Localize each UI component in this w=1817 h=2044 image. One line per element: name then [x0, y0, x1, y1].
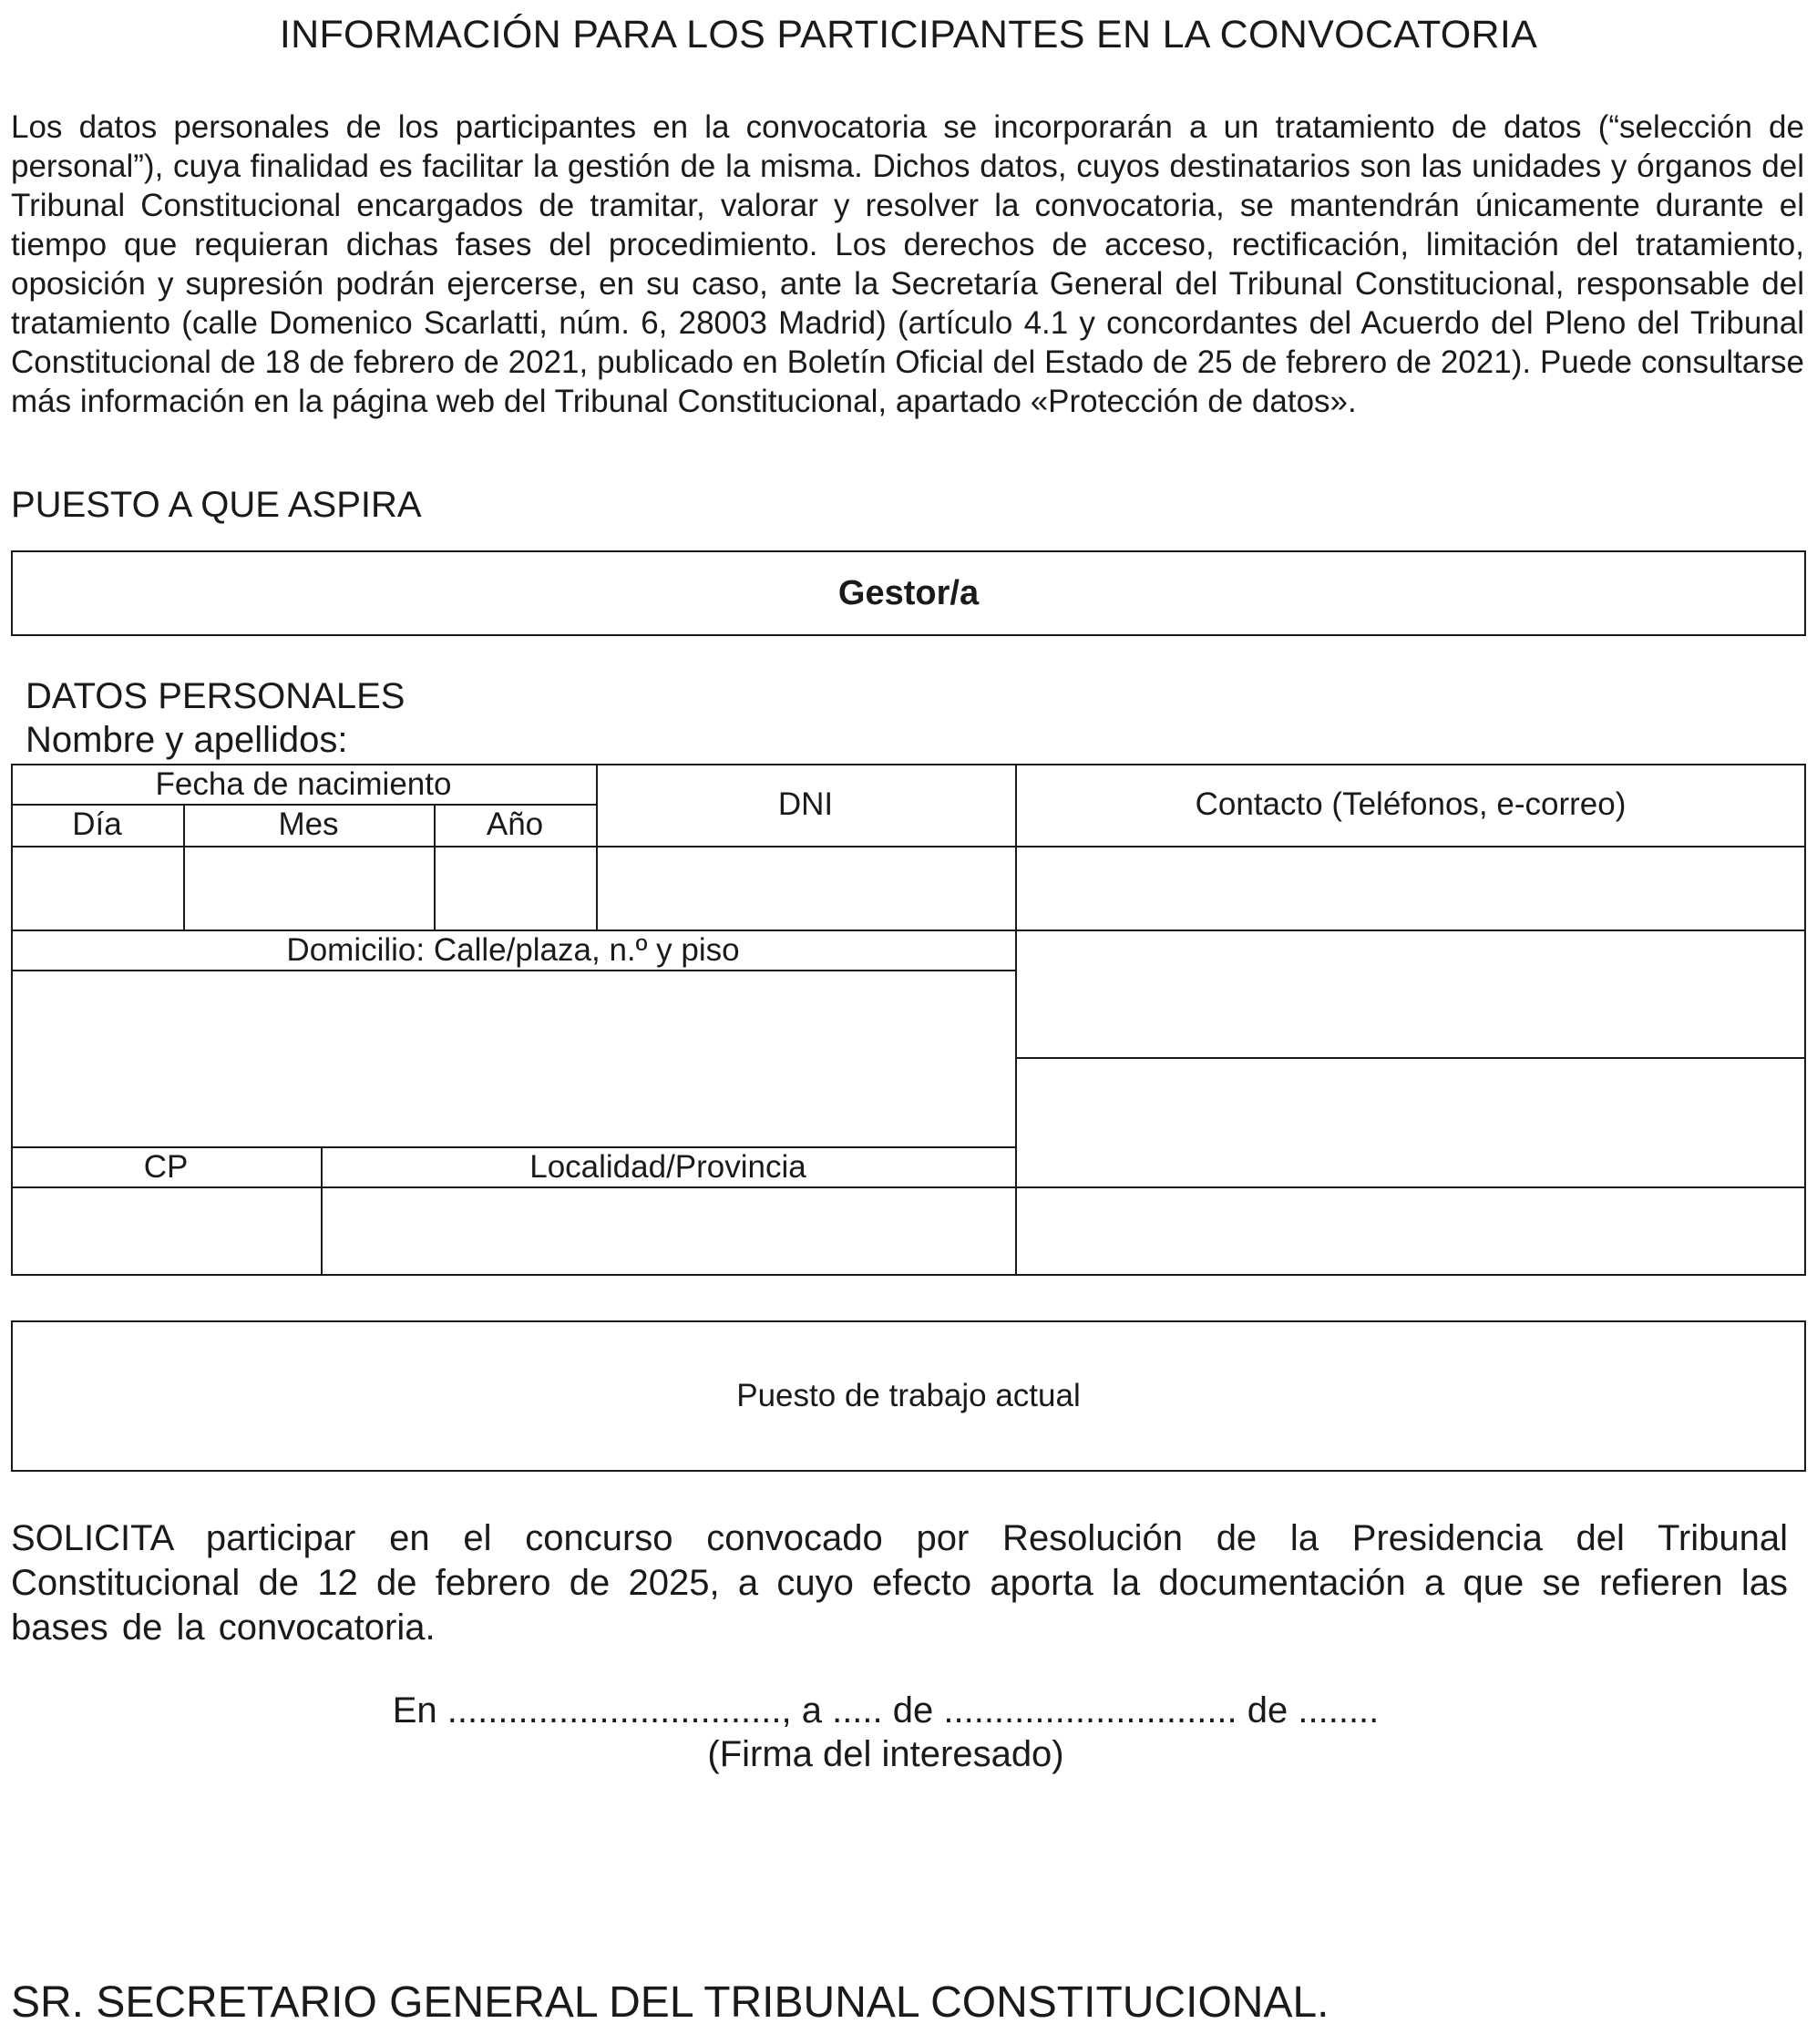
position-field — [11, 550, 1806, 636]
signature-label: (Firma del interesado) — [707, 1734, 1064, 1774]
contact-label: Contacto (Teléfonos, e-correo) — [1195, 786, 1627, 822]
page-title: INFORMACIÓN PARA LOS PARTICIPANTES EN LA CONVOCATORIA — [279, 13, 1538, 56]
birth-month-field[interactable] — [185, 847, 434, 930]
name-field-label: Nombre y apellidos: — [26, 720, 348, 760]
current-job-label: Puesto de trabajo actual — [736, 1378, 1081, 1413]
postal-code-field[interactable] — [13, 1188, 321, 1274]
address-field[interactable] — [13, 971, 1015, 1146]
locality-label: Localidad/Provincia — [529, 1149, 806, 1185]
address-label: Domicilio: Calle/plaza, n.º y piso — [286, 932, 740, 968]
addressee: SR. SECRETARIO GENERAL DEL TRIBUNAL CONSTITUCIONAL. — [11, 1978, 1329, 2027]
request-paragraph: SOLICITA participar en el concurso convocado por Resolución de la Presidencia del Tribunal Constitucional de 12 de febrero de 2025, a cuyo efecto aporta la documentación a que se refieren las bases de la convocatoria. — [11, 1518, 1788, 1648]
birth-year-label: Año — [486, 806, 544, 842]
current-job-field[interactable] — [11, 1320, 1806, 1472]
dni-field[interactable] — [598, 847, 1015, 930]
postal-code-label: CP — [143, 1149, 189, 1185]
personal-data-section-label: DATOS PERSONALES — [26, 676, 405, 716]
position-value: Gestor/a — [837, 573, 980, 612]
birth-year-field[interactable] — [436, 847, 596, 930]
contact-field-4[interactable] — [1017, 1188, 1804, 1274]
contact-field-1[interactable] — [1017, 847, 1804, 930]
position-section-label: PUESTO A QUE ASPIRA — [11, 485, 422, 525]
contact-field-2[interactable] — [1017, 931, 1804, 1057]
birth-date-label: Fecha de nacimiento — [155, 766, 452, 802]
personal-data-table — [11, 764, 1806, 1276]
dni-label: DNI — [777, 786, 834, 822]
birth-day-label: Día — [72, 806, 122, 842]
birth-month-label: Mes — [278, 806, 339, 842]
data-protection-notice: Los datos personales de los participantes en la convocatoria se incorporarán a un tratamiento de datos (“selección de personal”), cuya finalidad es facilitar la gestión de la misma. Dichos datos, cuyos destinatarios son las unidades y órganos del Tribunal Constitucional encargados de tramitar, valorar y resolver la convocatoria, se mantendrán únicamente durante el tiempo que requieran dichas fases del procedimiento. Los derechos de acceso, rectificación, limitación del tratamiento, oposición y supresión podrán ejercerse, en su caso, ante la Secretaría General del Tribunal Constitucional, responsable del tratamiento (calle Domenico Scarlatti, núm. 6, 28003 Madrid) (artículo 4.1 y concordantes del Acuerdo del Pleno del Tribunal Constitucional de 18 de febrero de 2021, publicado en Boletín Oficial del Estado de 25 de febrero de 2021). Puede consultarse más información en la página web del Tribunal Constitucional, apartado «Protección de datos». — [11, 109, 1804, 419]
place-date-line: En ................................., a ..... de ............................. de ........ — [392, 1690, 1380, 1731]
birth-day-field[interactable] — [13, 847, 183, 930]
contact-field-3[interactable] — [1017, 1059, 1804, 1186]
locality-field[interactable] — [323, 1188, 1015, 1274]
